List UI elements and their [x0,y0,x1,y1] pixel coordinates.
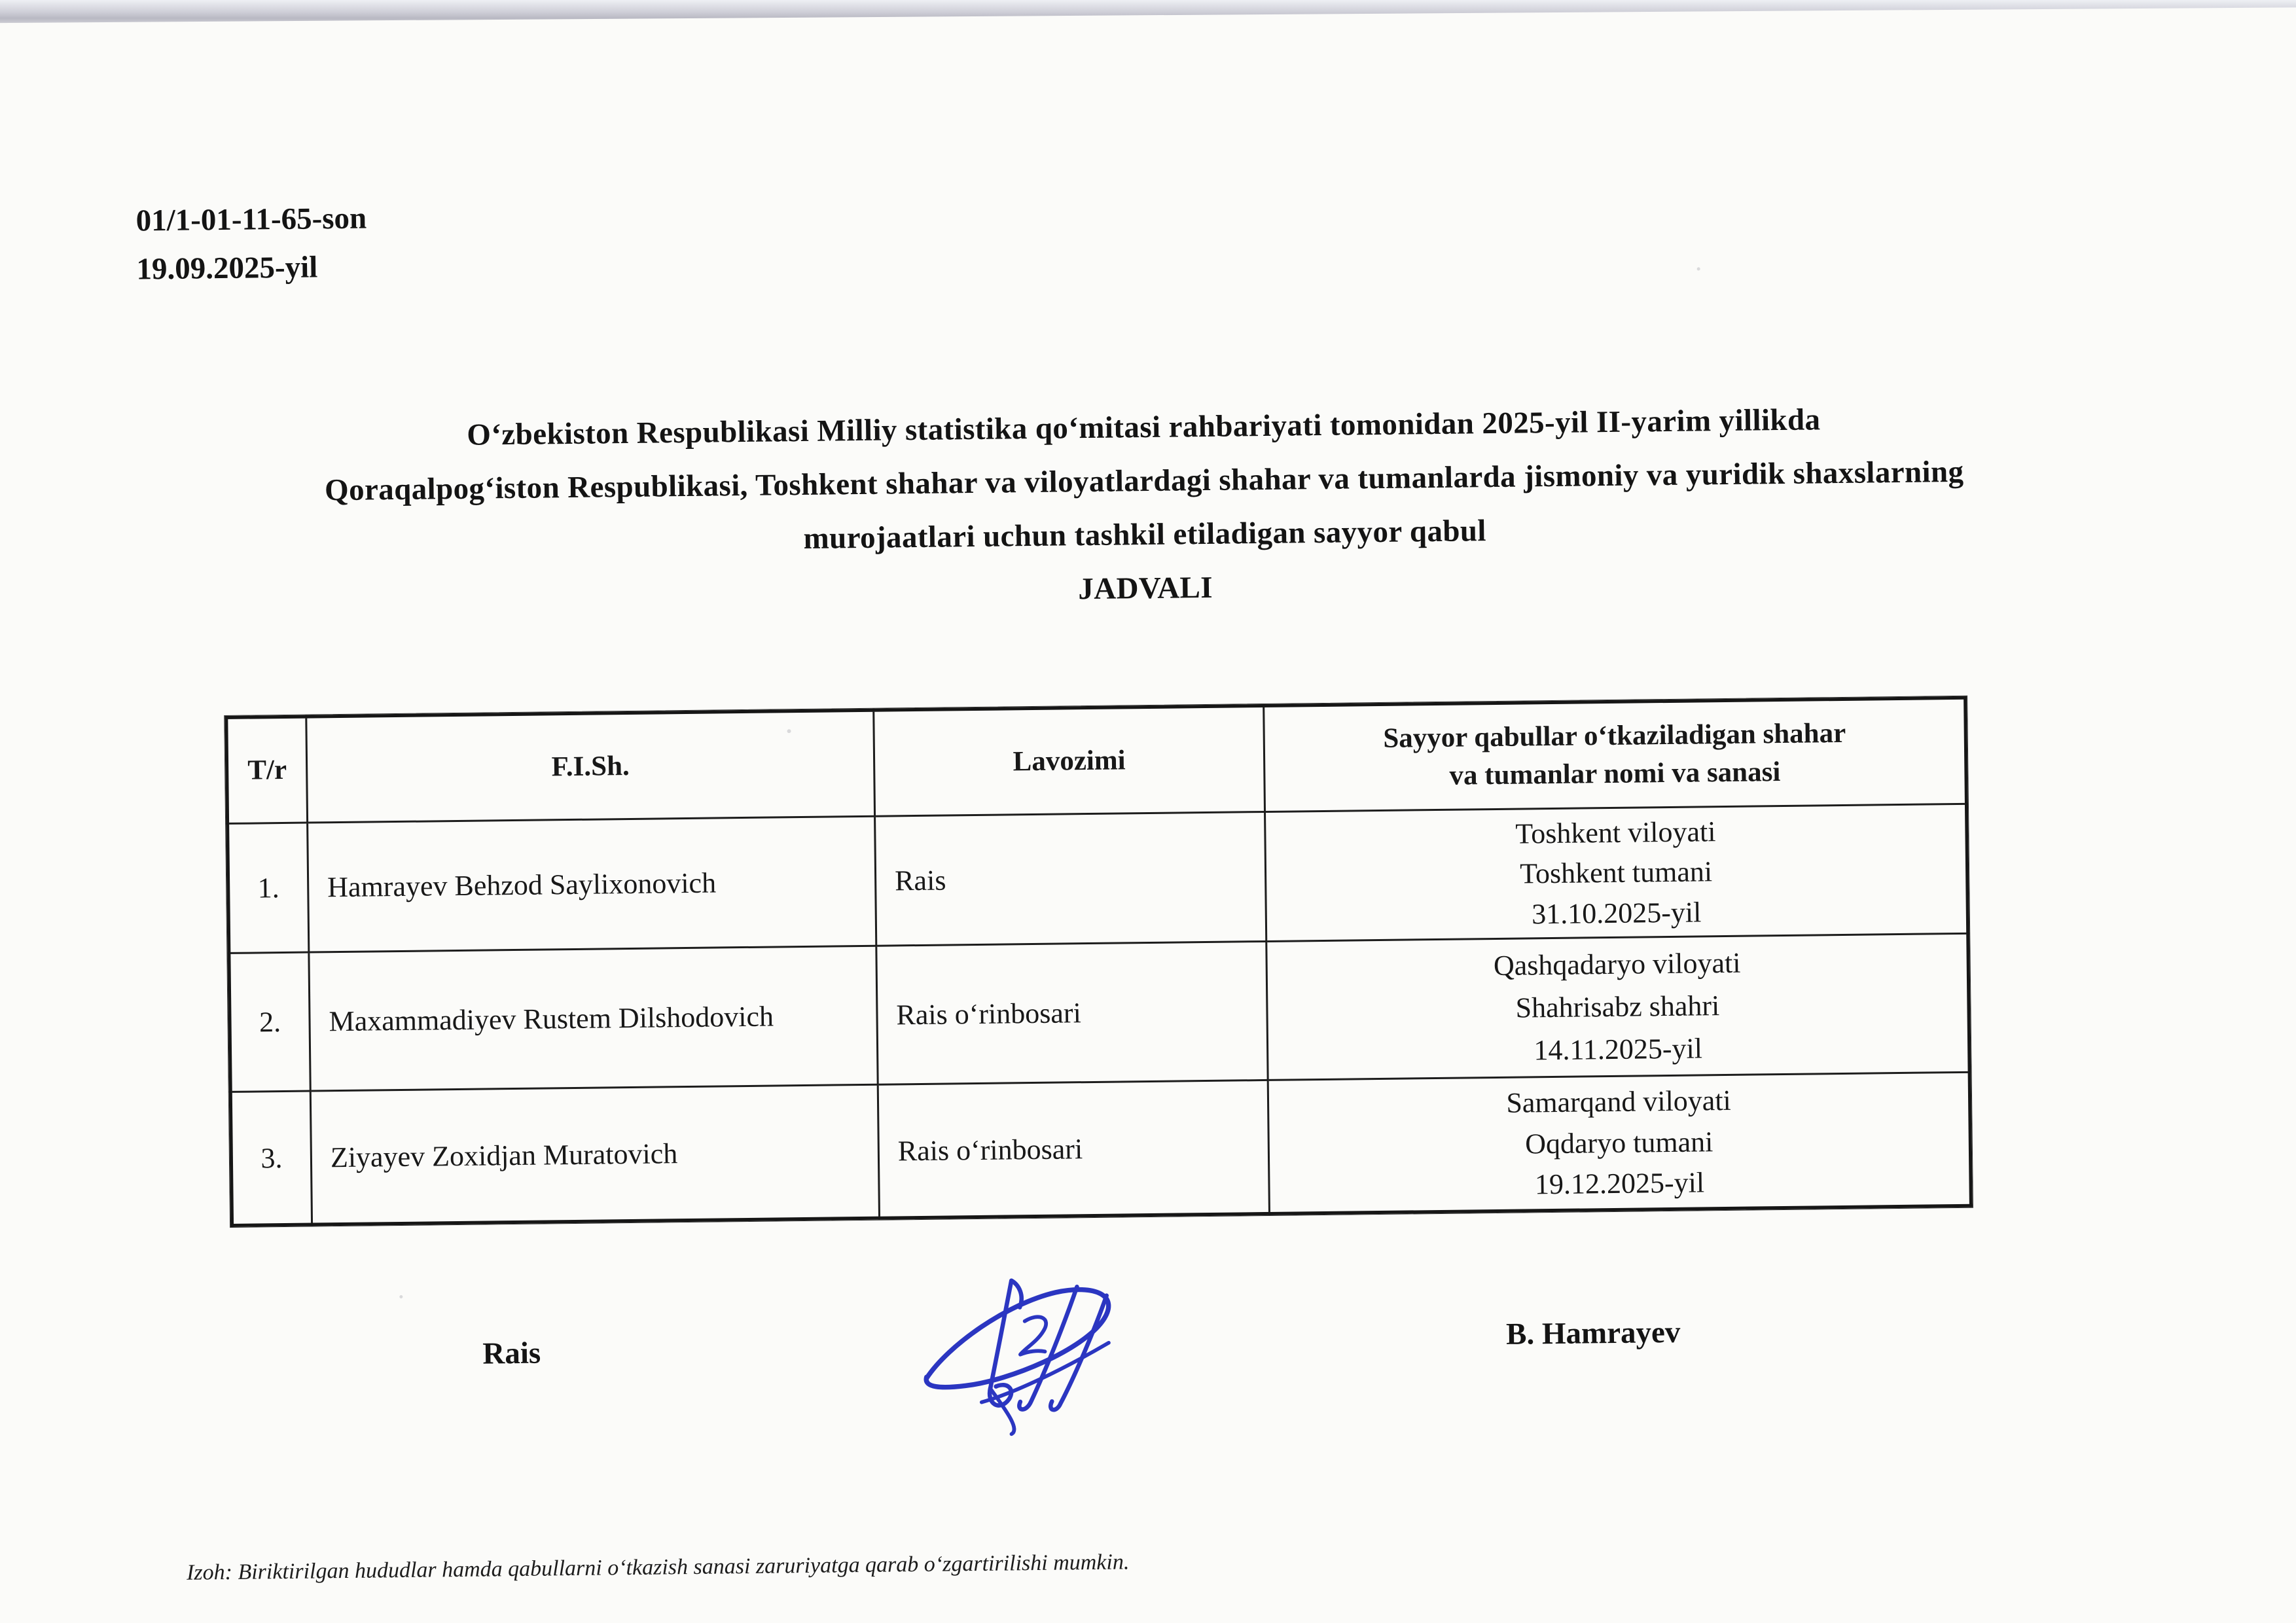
header-venue-line-2: va tumanlar nomi va sanasi [1449,757,1781,791]
venue-date: 14.11.2025-yil [1534,1032,1703,1067]
header-cell-tr: T/r [226,717,308,823]
venue-region: Toshkent viloyati [1515,815,1716,850]
title-line-2: Qoraqalpogʻiston Respublikasi, Toshkent shahar va viloyatlardagi shahar va tumanlarda jismoniy va yuridik shaxslarning [324,454,1964,508]
title-line-3: murojaatlari uchun tashkil etiladigan sayyor qabul [803,514,1487,556]
header-cell-position: Lavozimi [874,705,1265,816]
signatory-name: B. Hamrayev [1505,1315,1681,1351]
table-header-row [226,698,1967,823]
reference-block [135,194,367,293]
scan-speck [399,1295,403,1298]
row-position: Rais oʻrinbosari [876,941,1268,1084]
signature-scribble [884,1262,1155,1501]
row-name: Ziyayev Zoxidjan Muratovich [310,1084,879,1224]
venue-region: Qashqadaryo viloyati [1493,946,1741,982]
row-venue [1268,1072,1971,1213]
venue-date: 31.10.2025-yil [1531,895,1702,930]
scan-speck [1697,267,1700,270]
signature-ink [884,1262,1155,1501]
row-name: Hamrayev Behzod Saylixonovich [308,816,876,952]
header-venue-line-1: Sayyor qabullar oʻtkaziladigan shahar [1383,717,1846,754]
table-row [228,804,1968,953]
scan-speck [787,729,791,733]
header-cell-venue [1264,698,1967,812]
table-row [229,933,1969,1092]
row-number: 3. [230,1091,312,1225]
row-number: 2. [229,952,310,1092]
row-name: Maxammadiyev Rustem Dilshodovich [309,946,878,1091]
venue-district: Oqdaryo tumani [1524,1125,1713,1160]
row-position: Rais oʻrinbosari [878,1080,1269,1218]
title-line-1: Oʻzbekiston Respublikasi Milliy statistika qoʻmitasi rahbariyati tomonidan 2025-yil II-yarim yillikda [467,402,1821,452]
row-venue [1266,933,1969,1080]
schedule-table [224,696,1973,1227]
venue-district: Shahrisabz shahri [1515,990,1720,1024]
venue-district: Toshkent tumani [1519,855,1713,890]
header-cell-name: F.I.Sh. [306,710,875,823]
title-line-4: JADVALI [1078,570,1213,607]
document-title [74,389,2215,628]
reference-date: 19.09.2025-yil [136,250,318,287]
footnote: Izoh: Biriktirilgan hududlar hamda qabullarni oʻtkazish sanasi zaruriyatga qarab oʻzgartirilishi mumkin. [186,1550,1130,1585]
reference-number: 01/1-01-11-65-son [135,201,367,238]
table-row [230,1072,1971,1225]
venue-region: Samarqand viloyati [1506,1084,1732,1119]
row-position: Rais [875,812,1266,946]
row-venue [1265,804,1968,941]
signature-role-label: Rais [482,1336,541,1371]
venue-date: 19.12.2025-yil [1534,1166,1705,1201]
row-number: 1. [228,823,309,953]
